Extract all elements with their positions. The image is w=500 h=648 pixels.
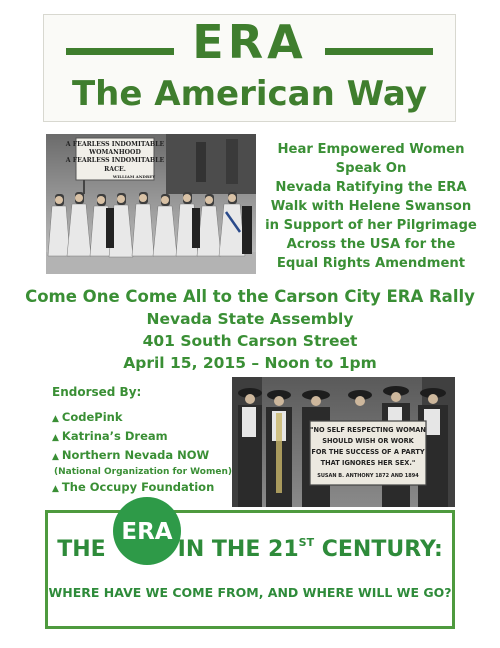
endorsement-label: The Occupy Foundation [61, 480, 215, 494]
sign-line-5: SUSAN B. ANTHONY 1872 AND 1894 [317, 473, 419, 479]
event-line: Speak On [335, 161, 407, 176]
sign-line-1: A FEARLESS INDOMITABLE [65, 141, 165, 148]
event-line: in Support of her Pilgrimage [265, 218, 477, 233]
sign-line-4: RACE. [104, 166, 126, 173]
suffragette-sign-photo [232, 377, 455, 507]
event-line: Across the USA for the [286, 237, 456, 252]
event-line: Walk with Helene Swanson [270, 199, 472, 214]
sign-line-2: WOMANHOOD [89, 149, 141, 156]
century-subheadline: WHERE HAVE WE COME FROM, AND WHERE WILL WE GO? [48, 585, 452, 600]
sign-line-3: A FEARLESS INDOMITABLE [65, 157, 165, 164]
rally-datetime: April 15, 2015 – Noon to 1pm [123, 354, 377, 372]
triangle-bullet-icon: ▲ [52, 414, 59, 424]
banner-subtitle: The American Way [71, 74, 427, 114]
sign-line-4: THAT IGNORES HER SEX." [320, 459, 416, 467]
sign-line-3: FOR THE SUCCESS OF A PARTY [311, 448, 425, 456]
suffragette-march-photo [46, 134, 256, 274]
endorsement-item [52, 428, 232, 447]
triangle-bullet-icon: ▲ [52, 452, 59, 462]
headline-century: CENTURY: [314, 537, 443, 562]
endorsement-label: CodePink [61, 410, 123, 424]
sign-line-2: SHOULD WISH OR WORK [322, 437, 414, 445]
headline-the: THE [57, 537, 106, 562]
event-description [256, 140, 486, 273]
headline-in-the-21: IN THE 21 [177, 537, 299, 562]
endorsement-list [52, 409, 232, 498]
rally-info [20, 286, 480, 374]
event-line: Equal Rights Amendment [276, 256, 466, 271]
endorsement-item [52, 479, 232, 498]
event-line: Hear Empowered Women [277, 142, 465, 157]
era-circle-text: ERA [121, 519, 173, 545]
triangle-bullet-icon: ▲ [52, 484, 59, 494]
event-line: Nevada Ratifying the ERA [275, 180, 467, 195]
century-headline [56, 537, 444, 561]
sign-line-1: "NO SELF RESPECTING WOMAN [310, 426, 426, 434]
rally-title: Come One Come All to the Carson City ERA Rally [25, 287, 475, 306]
endorsement-note: (National Organization for Women) [54, 467, 232, 477]
era-logo: ERA [192, 15, 307, 69]
rally-address: 401 South Carson Street [142, 332, 358, 350]
endorsement-item [52, 447, 232, 466]
rally-venue: Nevada State Assembly [146, 310, 354, 328]
triangle-bullet-icon: ▲ [52, 433, 59, 443]
sign-line-5: WILLIAM ANDREY [112, 174, 156, 179]
endorsement-label: Northern Nevada NOW [61, 448, 210, 462]
endorsement-label: Katrina’s Dream [61, 429, 168, 443]
endorsement-item [52, 409, 232, 428]
headline-superscript: ST [298, 536, 315, 549]
century-banner [45, 510, 455, 629]
endorsed-heading: Endorsed By: [52, 385, 142, 399]
era-banner [43, 14, 456, 122]
